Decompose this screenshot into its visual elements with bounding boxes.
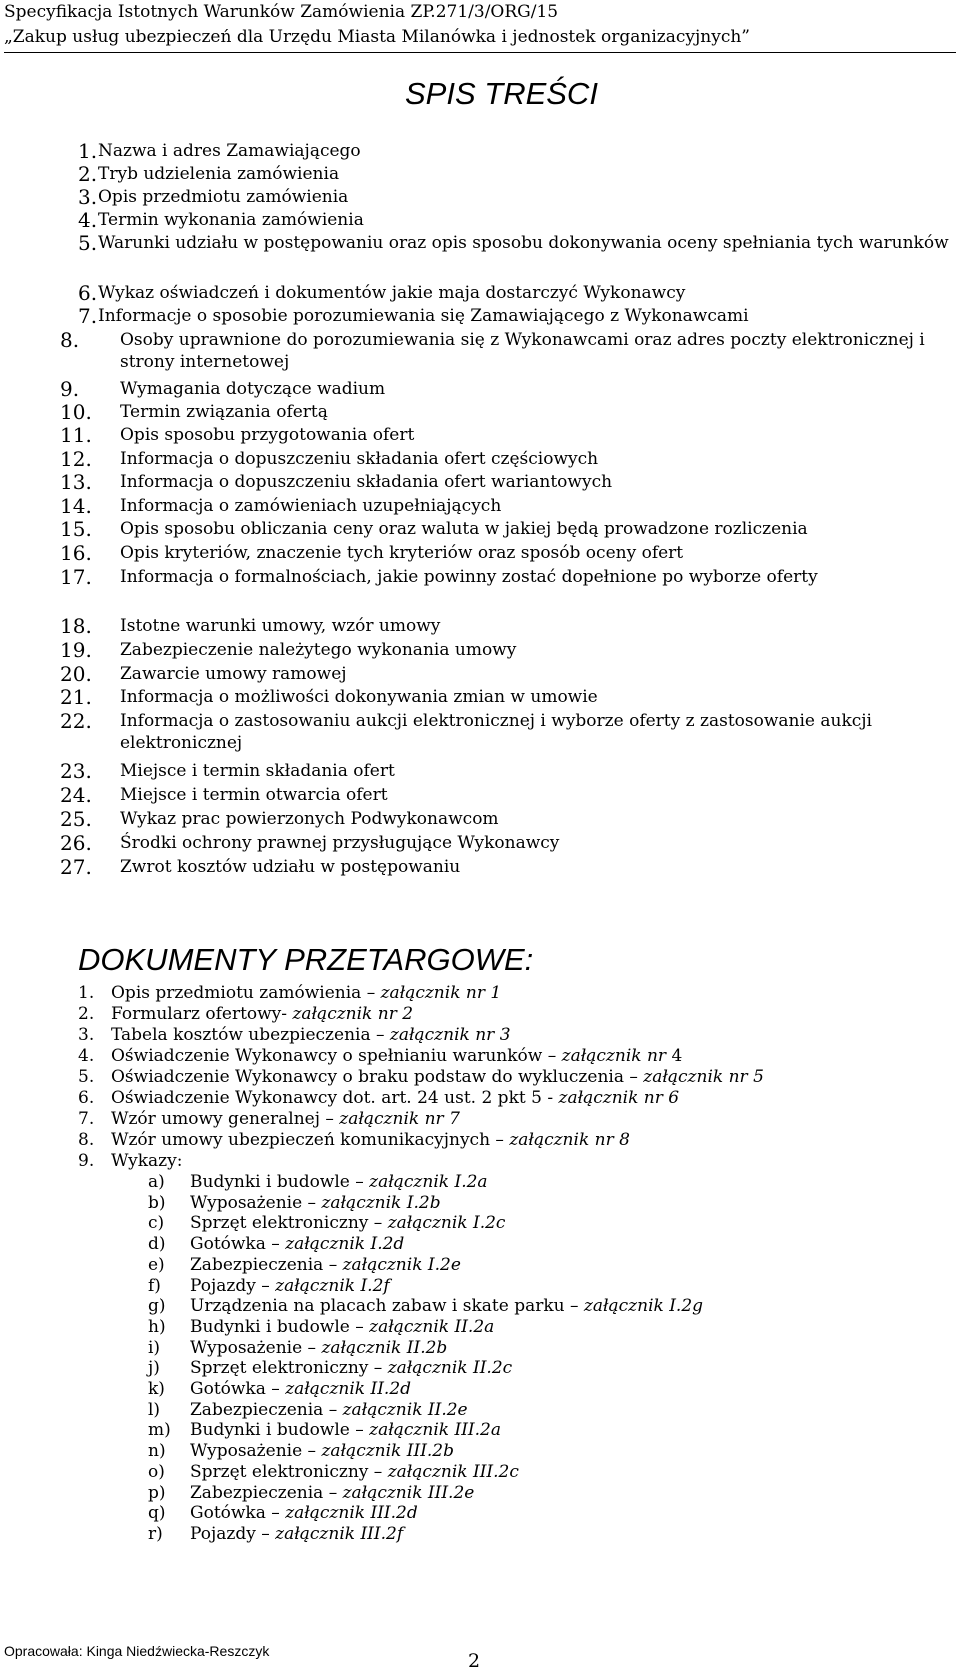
toc-item-number: 17.	[60, 565, 92, 589]
toc-item-text: Informacja o zastosowaniu aukcji elektronicznej i wyborze oferty z zastosowanie aukcji elektronicznej	[120, 711, 872, 753]
toc-item-number: 3.	[78, 185, 98, 209]
document-subitem-attachment: załącznik III.2f	[275, 1524, 404, 1544]
document-item-text: Oświadczenie Wykonawcy o spełnianiu warunków –	[111, 1046, 562, 1066]
toc-item-text: Zawarcie umowy ramowej	[120, 664, 347, 684]
toc-item-number: 13.	[60, 470, 92, 494]
toc-item-number: 8.	[60, 328, 80, 352]
documents-title: DOKUMENTY PRZETARGOWE:	[78, 942, 534, 977]
document-subitem-text: Zabezpieczenia –	[190, 1400, 343, 1420]
toc-item-text: Wykaz prac powierzonych Podwykonawcom	[120, 809, 499, 829]
document-item-text: Wzór umowy generalnej –	[111, 1109, 340, 1129]
toc-item-number: 19.	[60, 638, 92, 662]
document-subitem-attachment: załącznik I.2f	[275, 1276, 390, 1296]
document-subitem-letter: q)	[148, 1503, 166, 1523]
document-subitem-text: Pojazdy –	[190, 1276, 276, 1296]
document-subitem-letter: e)	[148, 1255, 165, 1275]
document-subitem	[148, 1255, 461, 1276]
document-subitem-attachment: załącznik II.2b	[321, 1338, 448, 1358]
toc-item-text: Termin wykonania zamówienia	[98, 210, 364, 230]
document-item	[78, 1088, 679, 1109]
toc-item-number: 18.	[60, 614, 92, 638]
toc-item-text: Informacja o możliwości dokonywania zmian w umowie	[120, 687, 598, 707]
document-subitem-text: Wyposażenie –	[190, 1441, 322, 1461]
document-subitem-letter: k)	[148, 1379, 165, 1399]
toc-item-number: 23.	[60, 759, 92, 783]
toc-item-number: 25.	[60, 807, 92, 831]
header-line-2: „Zakup usług ubezpieczeń dla Urzędu Miasta Milanówka i jednostek organizacyjnych”	[4, 27, 750, 47]
toc-item-text: Opis przedmiotu zamówienia	[98, 187, 349, 207]
document-subitem-letter: f)	[148, 1276, 161, 1296]
toc-item-number: 4.	[78, 208, 98, 232]
document-subitem-attachment: załącznik II.2e	[342, 1400, 468, 1420]
toc-item-text: Informacje o sposobie porozumiewania się Zamawiającego z Wykonawcami	[98, 306, 749, 326]
page-header	[4, 0, 750, 50]
toc-item-number: 2.	[78, 162, 98, 186]
document-subitem-attachment: załącznik II.2d	[285, 1379, 412, 1399]
document-item-number: 9.	[78, 1151, 95, 1171]
document-subitem-text: Budynki i budowle –	[190, 1317, 370, 1337]
document-subitem	[148, 1379, 411, 1400]
toc-item-number: 24.	[60, 783, 92, 807]
toc-item-number: 22.	[60, 709, 92, 733]
document-subitem-text: Gotówka –	[190, 1234, 286, 1254]
toc-item-number: 7.	[78, 304, 98, 328]
document-subitem-letter: g)	[148, 1296, 166, 1316]
document-item	[78, 1130, 630, 1151]
document-item-attachment: załącznik nr 6	[558, 1088, 680, 1108]
document-subitem-text: Pojazdy –	[190, 1524, 276, 1544]
page-number: 2	[468, 1650, 481, 1672]
document-subitem-text: Gotówka –	[190, 1503, 286, 1523]
document-item	[78, 1151, 182, 1172]
document-item-number: 4.	[78, 1046, 95, 1066]
toc-item-text: Zwrot kosztów udziału w postępowaniu	[120, 857, 461, 877]
document-subitem-attachment: załącznik II.2c	[387, 1358, 513, 1378]
header-line-1: Specyfikacja Istotnych Warunków Zamówienia ZP.271/3/ORG/15	[4, 2, 559, 22]
toc-item-number: 16.	[60, 541, 92, 565]
document-subitem-attachment: załącznik III.2a	[369, 1420, 501, 1440]
document-subitem-attachment: załącznik II.2a	[369, 1317, 495, 1337]
toc-item-text: Osoby uprawnione do porozumiewania się z Wykonawcami oraz adres poczty elektronicznej i strony internetowej	[120, 330, 925, 372]
toc-item-text: Nazwa i adres Zamawiającego	[98, 141, 361, 161]
toc-item-text: Informacja o zamówieniach uzupełniających	[120, 496, 502, 516]
document-subitem-attachment: załącznik III.2c	[387, 1462, 519, 1482]
document-item-text: Oświadczenie Wykonawcy o braku podstaw do wykluczenia –	[111, 1067, 644, 1087]
document-item	[78, 1067, 764, 1088]
toc-item-text: Środki ochrony prawnej przysługujące Wykonawcy	[120, 833, 560, 853]
document-item-text: Formularz ofertowy-	[111, 1004, 293, 1024]
toc-item-text: Termin związania ofertą	[120, 402, 328, 422]
document-item-number: 7.	[78, 1109, 95, 1129]
document-subitem-attachment: załącznik I.2d	[285, 1234, 405, 1254]
document-subitem-letter: o)	[148, 1462, 165, 1482]
document-subitem-text: Urządzenia na placach zabaw i skate parku –	[190, 1296, 584, 1316]
document-subitem	[148, 1213, 505, 1234]
document-subitem-letter: p)	[148, 1483, 166, 1503]
document-item-number: 5.	[78, 1067, 95, 1087]
document-subitem-text: Sprzęt elektroniczny –	[190, 1462, 388, 1482]
document-item-attachment: załącznik nr	[561, 1046, 667, 1066]
document-subitem-letter: m)	[148, 1420, 171, 1440]
footer-author: Opracowała: Kinga Niedźwiecka-Reszczyk	[4, 1643, 270, 1659]
document-item-text: Wykazy:	[111, 1151, 183, 1171]
document-subitem-text: Zabezpieczenia –	[190, 1483, 343, 1503]
document-subitem-attachment: załącznik I.2c	[387, 1213, 506, 1233]
toc-item-text: Wykaz oświadczeń i dokumentów jakie maja dostarczyć Wykonawcy	[98, 283, 686, 303]
document-subitem-letter: d)	[148, 1234, 166, 1254]
document-subitem	[148, 1193, 441, 1214]
document-subitem-attachment: załącznik I.2b	[321, 1193, 441, 1213]
toc-item-number: 12.	[60, 447, 92, 471]
document-item	[78, 1025, 511, 1046]
toc-item-number: 27.	[60, 855, 92, 879]
document-subitem-letter: j)	[148, 1358, 160, 1378]
document-item-attachment: załącznik nr 1	[380, 983, 502, 1003]
document-item-attachment: załącznik nr 3	[389, 1025, 511, 1045]
document-subitem	[148, 1358, 512, 1379]
toc-item-text: Wymagania dotyczące wadium	[120, 379, 386, 399]
document-item-attachment: załącznik nr 7	[339, 1109, 460, 1129]
toc-item-number: 5.	[78, 231, 98, 255]
document-subitem-letter: l)	[148, 1400, 161, 1420]
toc-item-number: 15.	[60, 517, 92, 541]
document-item-attachment: załącznik nr 5	[643, 1067, 764, 1087]
toc-item-text: Opis kryteriów, znaczenie tych kryteriów oraz sposób oceny ofert	[120, 543, 684, 563]
document-subitem-text: Wyposażenie –	[190, 1193, 322, 1213]
document-subitem	[148, 1276, 390, 1297]
document-item	[78, 1004, 413, 1025]
toc-item-number: 21.	[60, 685, 92, 709]
document-item-attachment: załącznik nr 2	[292, 1004, 414, 1024]
document-item-text: Oświadczenie Wykonawcy dot. art. 24 ust. 2 pkt 5 -	[111, 1088, 559, 1108]
document-subitem	[148, 1441, 454, 1462]
document-subitem-letter: b)	[148, 1193, 166, 1213]
document-item-text: Opis przedmiotu zamówienia –	[111, 983, 381, 1003]
document-subitem	[148, 1296, 703, 1317]
document-subitem-text: Zabezpieczenia –	[190, 1255, 343, 1275]
document-subitem-letter: c)	[148, 1213, 165, 1233]
document-subitem-attachment: załącznik III.2e	[342, 1483, 475, 1503]
document-item-text: Wzór umowy ubezpieczeń komunikacyjnych –	[111, 1130, 510, 1150]
document-subitem-letter: r)	[148, 1524, 163, 1544]
document-item-number: 6.	[78, 1088, 95, 1108]
toc-item-number: 11.	[60, 423, 92, 447]
document-subitem	[148, 1172, 488, 1193]
document-subitem	[148, 1338, 447, 1359]
document-subitem-attachment: załącznik I.2a	[369, 1172, 488, 1192]
document-subitem	[148, 1317, 494, 1338]
document-subitem-text: Gotówka –	[190, 1379, 286, 1399]
toc-item-text: Tryb udzielenia zamówienia	[98, 164, 340, 184]
toc-item-number: 6.	[78, 281, 98, 305]
document-subitem-text: Wyposażenie –	[190, 1338, 322, 1358]
document-item-number: 2.	[78, 1004, 95, 1024]
toc-item-number: 14.	[60, 494, 92, 518]
document-subitem-attachment: załącznik III.2b	[321, 1441, 455, 1461]
toc-item-text: Opis sposobu przygotowania ofert	[120, 425, 415, 445]
document-subitem-text: Budynki i budowle –	[190, 1420, 370, 1440]
document-item	[78, 1046, 682, 1067]
document-item-text: Tabela kosztów ubezpieczenia –	[111, 1025, 390, 1045]
document-subitem	[148, 1524, 403, 1545]
toc-item-text: Informacja o dopuszczeniu składania ofert wariantowych	[120, 472, 613, 492]
document-item	[78, 1109, 460, 1130]
document-subitem-text: Sprzęt elektroniczny –	[190, 1358, 388, 1378]
document-subitem-letter: n)	[148, 1441, 166, 1461]
toc-item-text: Miejsce i termin składania ofert	[120, 761, 395, 781]
toc-item-number: 26.	[60, 831, 92, 855]
header-rule	[4, 52, 956, 53]
document-subitem	[148, 1483, 474, 1504]
toc-item-text: Zabezpieczenie należytego wykonania umowy	[120, 640, 517, 660]
document-subitem	[148, 1462, 519, 1483]
toc-item-number: 10.	[60, 400, 92, 424]
document-item-number: 1.	[78, 983, 95, 1003]
document-subitem	[148, 1420, 501, 1441]
toc-item-text: Miejsce i termin otwarcia ofert	[120, 785, 388, 805]
document-subitem	[148, 1234, 404, 1255]
document-subitem-letter: h)	[148, 1317, 166, 1337]
toc-item-number: 9.	[60, 377, 80, 401]
toc-title: SPIS TREŚCI	[405, 76, 598, 111]
document-subitem-attachment: załącznik I.2e	[342, 1255, 461, 1275]
document-subitem-text: Sprzęt elektroniczny –	[190, 1213, 388, 1233]
document-subitem-letter: i)	[148, 1338, 161, 1358]
document-subitem-letter: a)	[148, 1172, 165, 1192]
document-item	[78, 983, 501, 1004]
document-subitem	[148, 1400, 468, 1421]
toc-item-text: Opis sposobu obliczania ceny oraz waluta w jakiej będą prowadzone rozliczenia	[120, 519, 808, 539]
toc-item-text: Warunki udziału w postępowaniu oraz opis sposobu dokonywania oceny spełniania tych warunków	[98, 233, 949, 253]
document-item-suffix: 4	[666, 1046, 683, 1066]
document-item-number: 8.	[78, 1130, 95, 1150]
document-subitem	[148, 1503, 418, 1524]
toc-item-text: Informacja o formalnościach, jakie powinny zostać dopełnione po wyborze oferty	[120, 567, 818, 587]
document-item-number: 3.	[78, 1025, 95, 1045]
document-subitem-attachment: załącznik III.2d	[285, 1503, 418, 1523]
document-item-attachment: załącznik nr 8	[509, 1130, 630, 1150]
toc-item-number: 20.	[60, 662, 92, 686]
toc-item-text: Istotne warunki umowy, wzór umowy	[120, 616, 441, 636]
document-subitem-text: Budynki i budowle –	[190, 1172, 370, 1192]
toc-item-text: Informacja o dopuszczeniu składania ofert częściowych	[120, 449, 599, 469]
document-subitem-attachment: załącznik I.2g	[583, 1296, 704, 1316]
toc-item-number: 1.	[78, 139, 98, 163]
